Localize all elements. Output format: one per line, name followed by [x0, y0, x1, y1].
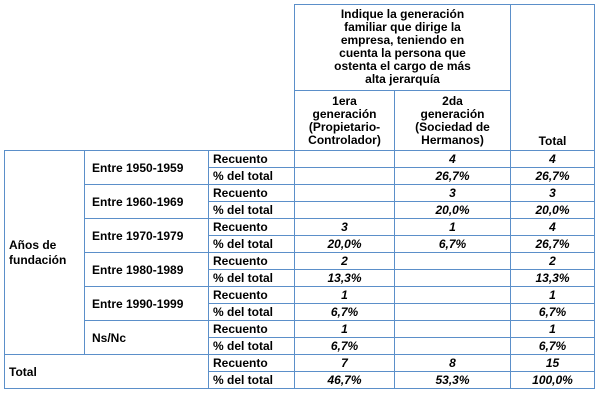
header-question: [295, 5, 511, 91]
stat-label-count: Recuento: [209, 219, 295, 236]
cell-value: [395, 253, 511, 270]
cell-value: [395, 321, 511, 338]
cell-value: 3: [295, 219, 395, 236]
table-row: [5, 253, 595, 270]
cell-value: 26,7%: [511, 236, 595, 253]
cell-value: 1: [511, 287, 595, 304]
header-question-line: Indique la generación: [340, 7, 465, 21]
cell-value: 2: [511, 253, 595, 270]
cell-value: 1: [295, 287, 395, 304]
table-row: [5, 219, 595, 236]
cell-value: [395, 287, 511, 304]
crosstab-container: [4, 4, 595, 389]
header-question-line: alta jerarquía: [365, 72, 440, 86]
row-label: Ns/Nc: [85, 321, 209, 355]
cell-value: 26,7%: [511, 168, 595, 185]
cell-value: [395, 304, 511, 321]
header-col2-line: (Sociedad de: [415, 119, 490, 134]
crosstab-table: [4, 4, 595, 389]
cell-value: 6,7%: [395, 236, 511, 253]
cell-value: 15: [511, 355, 595, 372]
cell-value: [295, 185, 395, 202]
cell-value: 20,0%: [511, 202, 595, 219]
row-label: Entre 1990-1999: [85, 287, 209, 321]
cell-value: 1: [295, 321, 395, 338]
cell-value: 8: [395, 355, 511, 372]
stat-label-pct: % del total: [209, 202, 295, 219]
cell-value: 1: [511, 321, 595, 338]
cell-value: [395, 338, 511, 355]
table-row-total: [5, 355, 595, 372]
header-col2-line: 2da: [442, 93, 463, 108]
header-question-line: familiar que dirige la: [344, 20, 461, 34]
stat-label-count: Recuento: [209, 151, 295, 168]
header-col1-line: (Propietario-: [308, 119, 381, 134]
cell-value: 100,0%: [511, 372, 595, 389]
header-col2-line: Hermanos): [421, 132, 484, 147]
cell-value: 53,3%: [395, 372, 511, 389]
cell-value: 6,7%: [295, 338, 395, 355]
row-group-label-line: Años de: [9, 237, 57, 252]
stat-label-count: Recuento: [209, 355, 295, 372]
row-label: Entre 1970-1979: [85, 219, 209, 253]
header-col1-line: 1era: [332, 93, 357, 108]
row-label: Entre 1950-1959: [85, 151, 209, 185]
stat-label-pct: % del total: [209, 372, 295, 389]
cell-value: 2: [295, 253, 395, 270]
row-label: Entre 1980-1989: [85, 253, 209, 287]
cell-value: [295, 151, 395, 168]
stat-label-pct: % del total: [209, 270, 295, 287]
cell-value: [295, 168, 395, 185]
cell-value: 13,3%: [295, 270, 395, 287]
cell-value: 4: [511, 151, 595, 168]
cell-value: 4: [395, 151, 511, 168]
cell-value: 20,0%: [295, 236, 395, 253]
header-col-1era-generacion: [295, 91, 395, 151]
total-row-label: Total: [5, 355, 209, 389]
header-row-question: [5, 5, 595, 91]
header-col-2da-generacion: [395, 91, 511, 151]
stat-label-pct: % del total: [209, 338, 295, 355]
cell-value: 13,3%: [511, 270, 595, 287]
cell-value: [395, 270, 511, 287]
stat-label-count: Recuento: [209, 287, 295, 304]
stat-label-count: Recuento: [209, 253, 295, 270]
header-question-line: cuenta la persona que: [339, 46, 466, 60]
header-question-line: ostenta el cargo de más: [334, 59, 471, 73]
row-label: Entre 1960-1969: [85, 185, 209, 219]
cell-value: [295, 202, 395, 219]
header-total: Total: [511, 5, 595, 151]
stat-label-pct: % del total: [209, 168, 295, 185]
row-group-label-line: fundación: [9, 252, 67, 267]
cell-value: 1: [395, 219, 511, 236]
header-col1-line: generación: [312, 106, 377, 121]
cell-value: 4: [511, 219, 595, 236]
cell-value: 20,0%: [395, 202, 511, 219]
cell-value: 3: [395, 185, 511, 202]
header-col2-line: generación: [420, 106, 485, 121]
table-row: [5, 151, 595, 168]
table-row: [5, 287, 595, 304]
row-group-label: [5, 151, 85, 355]
cell-value: 6,7%: [511, 304, 595, 321]
stat-label-pct: % del total: [209, 236, 295, 253]
header-question-line: empresa, teniendo en: [340, 33, 465, 47]
cell-value: 6,7%: [295, 304, 395, 321]
stat-label-count: Recuento: [209, 321, 295, 338]
cell-value: 6,7%: [511, 338, 595, 355]
cell-value: 46,7%: [295, 372, 395, 389]
cell-value: 26,7%: [395, 168, 511, 185]
header-col1-line: Controlador): [308, 132, 381, 147]
table-row: [5, 185, 595, 202]
header-corner-blank: [5, 5, 295, 151]
cell-value: 7: [295, 355, 395, 372]
stat-label-count: Recuento: [209, 185, 295, 202]
table-row: [5, 321, 595, 338]
stat-label-pct: % del total: [209, 304, 295, 321]
cell-value: 3: [511, 185, 595, 202]
